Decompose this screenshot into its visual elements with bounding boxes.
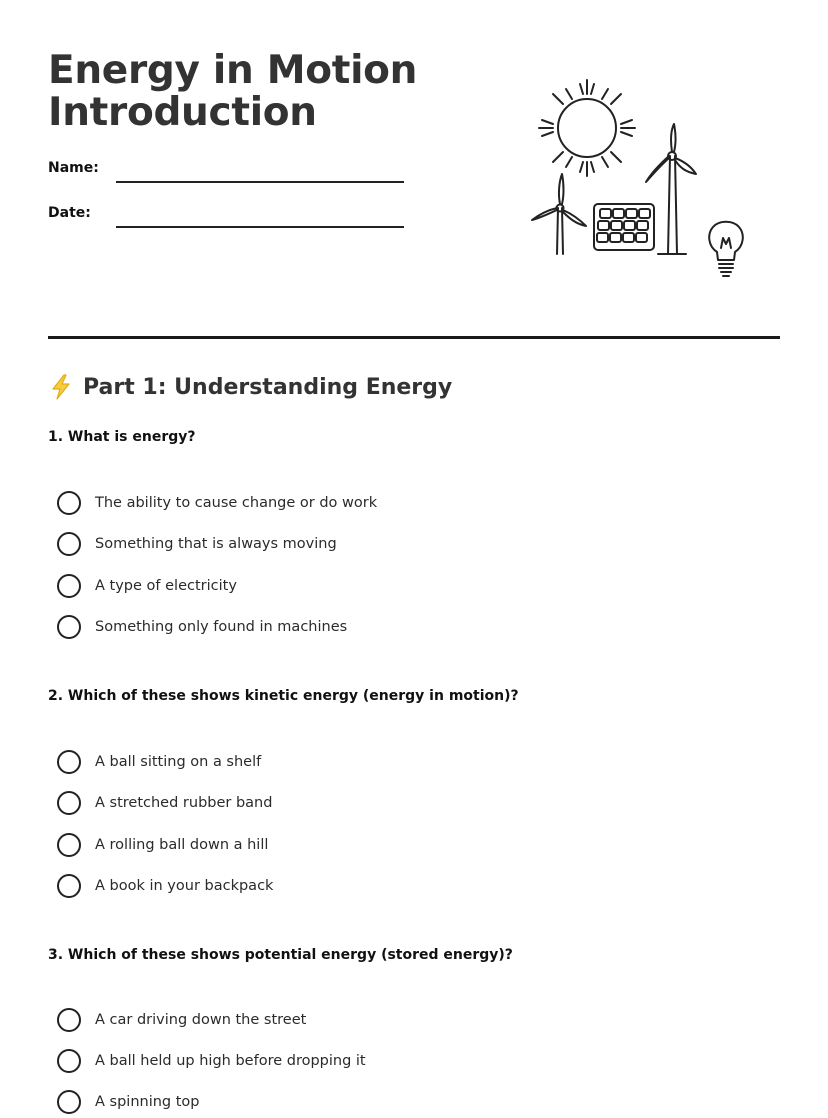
option-label: A rolling ball down a hill <box>95 837 269 853</box>
option-label: A car driving down the street <box>95 1012 307 1028</box>
option-label: A stretched rubber band <box>95 795 273 811</box>
option-label: Something only found in machines <box>95 619 348 635</box>
part-1-heading <box>48 373 452 401</box>
radio-button[interactable] <box>57 791 81 815</box>
title-line-1: Energy in Motion <box>48 48 418 93</box>
solar-panel-icon <box>594 204 654 250</box>
question-1-option-a[interactable] <box>57 490 377 516</box>
option-label: Something that is always moving <box>95 536 337 552</box>
radio-button[interactable] <box>57 491 81 515</box>
question-3-option-b[interactable] <box>57 1048 366 1074</box>
title-line-2: Introduction <box>48 90 317 135</box>
radio-button[interactable] <box>57 532 81 556</box>
option-label: The ability to cause change or do work <box>95 495 378 511</box>
radio-button[interactable] <box>57 1049 81 1073</box>
radio-button[interactable] <box>57 833 81 857</box>
option-label: A ball sitting on a shelf <box>95 754 262 770</box>
question-2-option-d[interactable] <box>57 873 273 899</box>
question-3-option-a[interactable] <box>57 1007 306 1033</box>
question-1: 1. What is energy? <box>48 429 196 445</box>
renewable-energy-illustration <box>520 72 760 292</box>
question-2-option-b[interactable] <box>57 790 272 816</box>
question-3: 3. Which of these shows potential energy (stored energy)? <box>48 947 513 963</box>
question-1-option-d[interactable] <box>57 614 347 640</box>
radio-button[interactable] <box>57 615 81 639</box>
question-1-option-b[interactable] <box>57 531 337 557</box>
wind-turbine-icon <box>532 174 586 254</box>
worksheet-title <box>48 50 488 134</box>
radio-button[interactable] <box>57 574 81 598</box>
option-label: A type of electricity <box>95 578 237 594</box>
radio-button[interactable] <box>57 1090 81 1114</box>
option-label: A book in your backpack <box>95 878 274 894</box>
question-2: 2. Which of these shows kinetic energy (energy in motion)? <box>48 688 519 704</box>
radio-button[interactable] <box>57 750 81 774</box>
question-3-option-c[interactable] <box>57 1089 200 1115</box>
question-2-option-c[interactable] <box>57 832 268 858</box>
radio-button[interactable] <box>57 1008 81 1032</box>
part-1-heading-text: Part 1: Understanding Energy <box>83 374 453 400</box>
radio-button[interactable] <box>57 874 81 898</box>
date-label: Date: <box>48 205 91 221</box>
question-2-option-a[interactable] <box>57 749 261 775</box>
section-divider <box>48 336 780 339</box>
option-label: A spinning top <box>95 1094 200 1110</box>
date-field[interactable] <box>116 226 404 228</box>
lightning-bolt-icon <box>48 373 74 401</box>
question-1-option-c[interactable] <box>57 573 237 599</box>
name-label: Name: <box>48 160 99 176</box>
option-label: A ball held up high before dropping it <box>95 1053 366 1069</box>
name-field[interactable] <box>116 181 404 183</box>
sun-icon <box>539 80 635 176</box>
light-bulb-icon <box>709 222 743 276</box>
